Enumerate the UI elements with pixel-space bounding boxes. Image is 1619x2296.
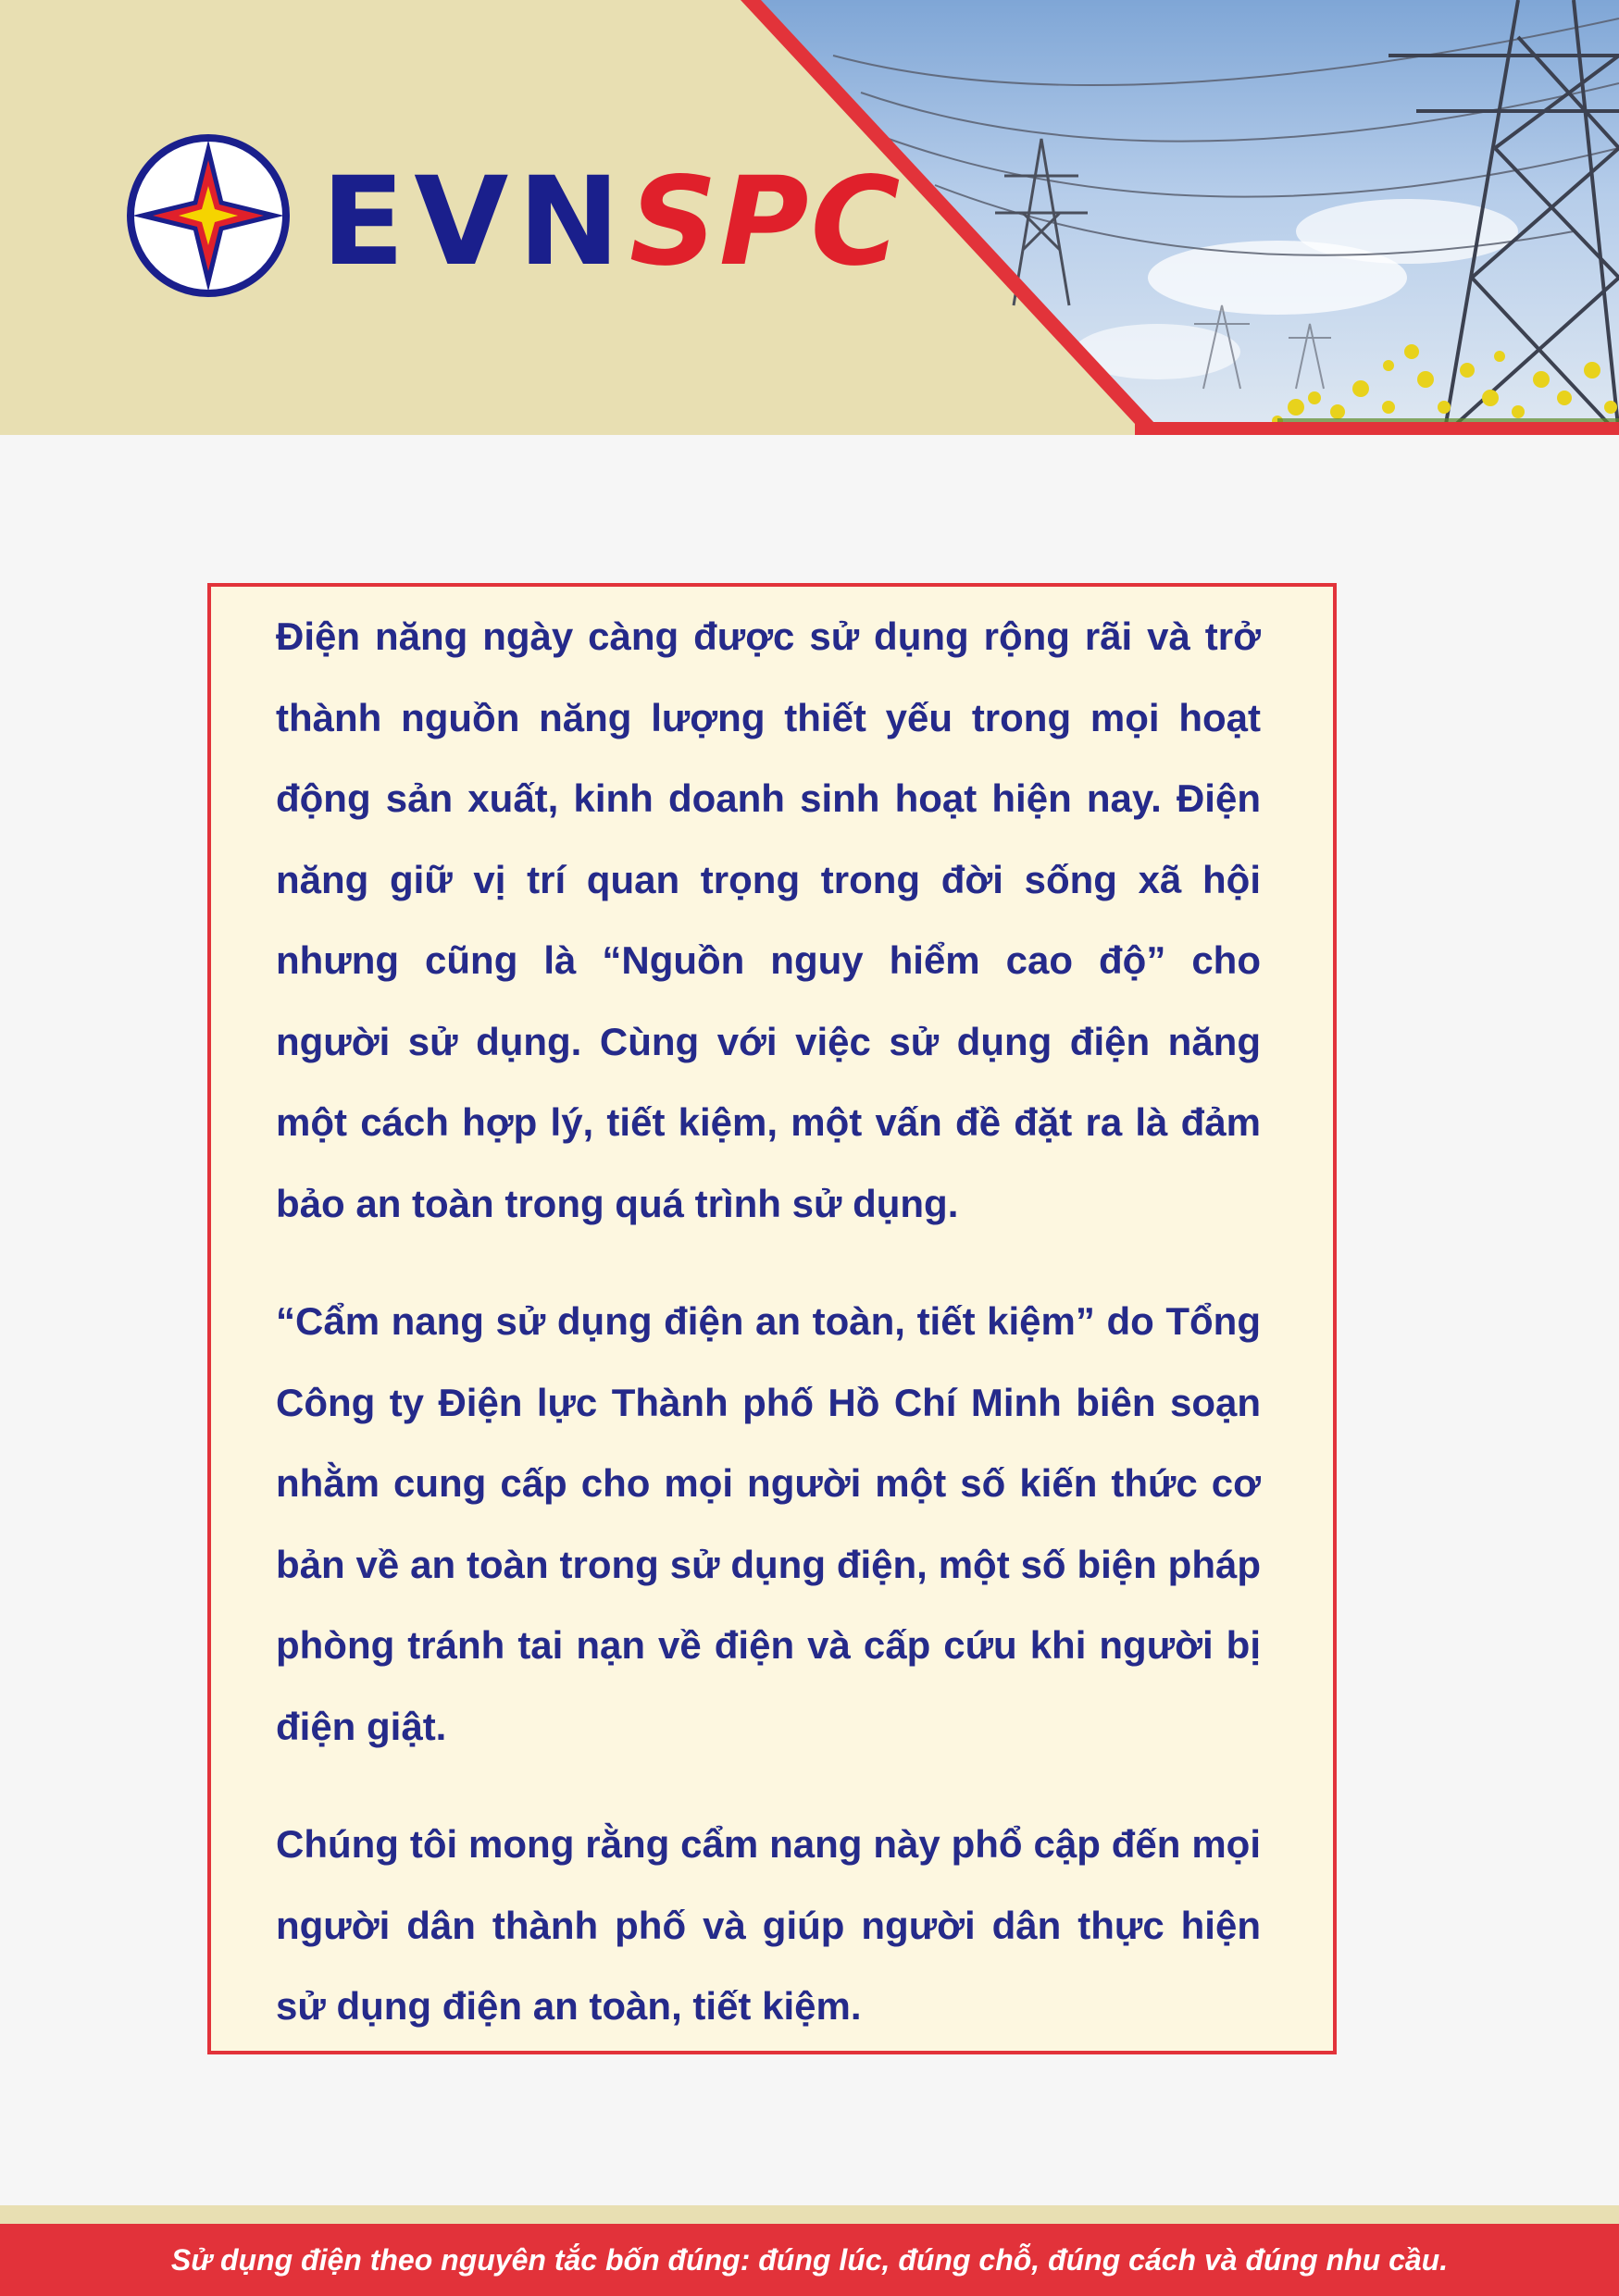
footer-bar xyxy=(0,2224,1619,2296)
footer-stripe xyxy=(0,2205,1619,2224)
brand-spc: SPC xyxy=(629,151,903,293)
paragraph-2: “Cẩm nang sử dụng điện an toàn, tiết kiệm” do Tổng Công ty Điện lực Thành phố Hồ Chí Minh biên soạn nhằm cung cấp cho mọi người một số kiến thức cơ bản về an toàn trong sử dụng điện, một số biện pháp phòng tránh tai nạn về điện và cấp cứu khi người bị điện giật. xyxy=(276,1299,1261,1748)
evn-star-logo-icon xyxy=(125,132,292,299)
intro-text xyxy=(276,596,1261,2084)
paragraph-1: Điện năng ngày càng được sử dụng rộng rãi và trở thành nguồn năng lượng thiết yếu trong mọi hoạt động sản xuất, kinh doanh sinh hoạt hiện nay. Điện năng giữ vị trí quan trọng trong đời sống xã hội nhưng cũng là “Nguồn nguy hiểm cao độ” cho người sử dụng. Cùng với việc sử dụng điện năng một cách hợp lý, tiết kiệm, một vấn đề đặt ra là đảm bảo an toàn trong quá trình sử dụng. xyxy=(276,614,1261,1225)
brand-evn: EVN xyxy=(321,151,629,293)
brand-wordmark xyxy=(321,151,903,293)
footer-slogan: Sử dụng điện theo nguyên tắc bốn đúng: đúng lúc, đúng chỗ, đúng cách và đúng nhu cầu. xyxy=(170,2243,1449,2277)
paragraph-3: Chúng tôi mong rằng cẩm nang này phổ cập đến mọi người dân thành phố và giúp người dân thực hiện sử dụng điện an toàn, tiết kiệm. xyxy=(276,1822,1261,2028)
intro-text-box xyxy=(207,583,1337,2054)
header-banner xyxy=(0,0,1619,435)
